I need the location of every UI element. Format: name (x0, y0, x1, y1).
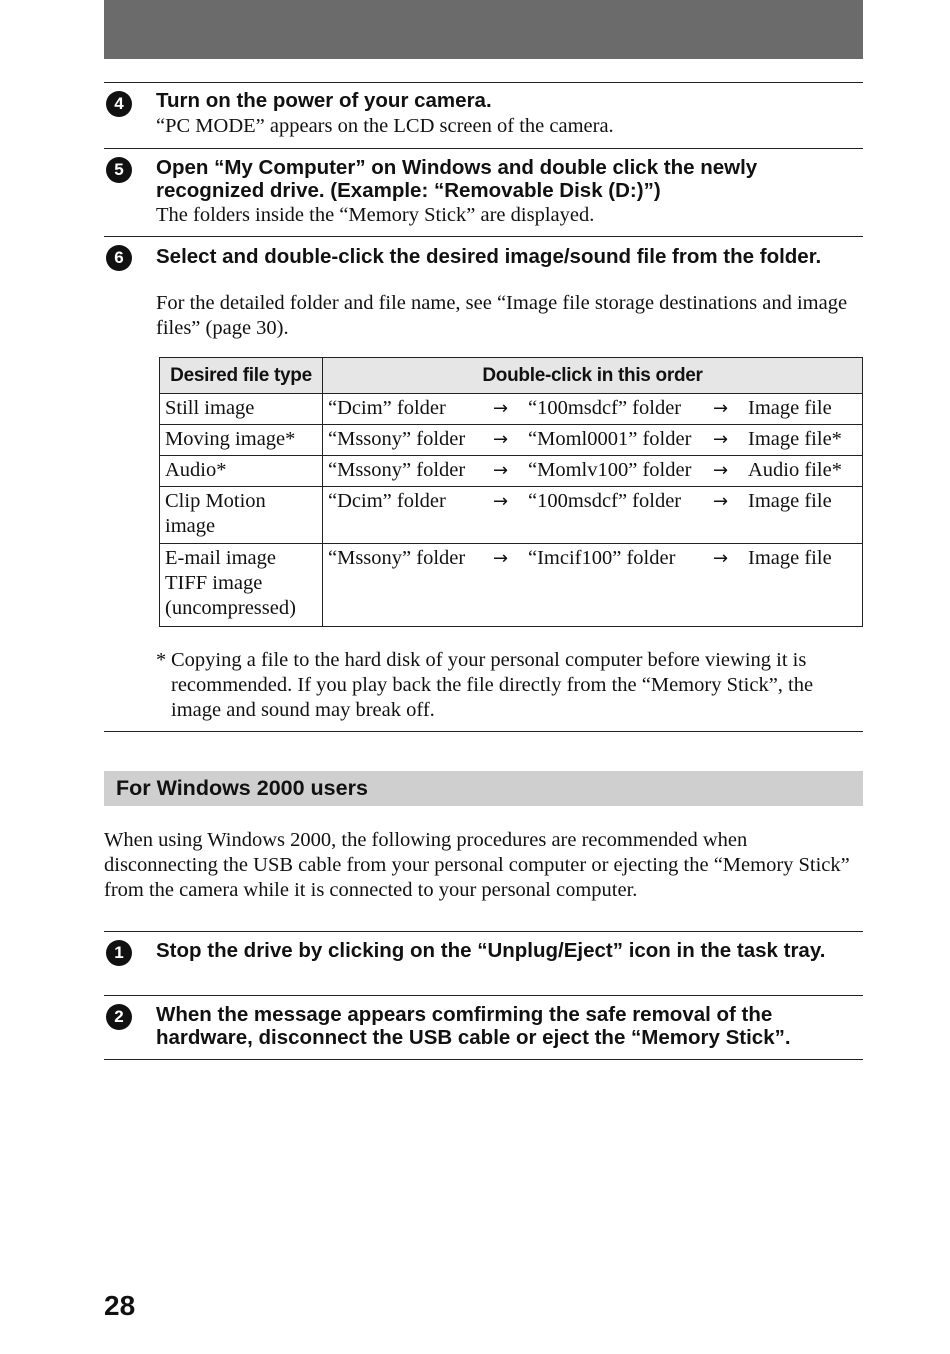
table-row (160, 456, 863, 487)
table-row (160, 487, 863, 544)
order-cell (323, 487, 863, 544)
arrow-right-icon: → (713, 429, 729, 450)
arrow-right-icon: → (713, 460, 729, 481)
table-row (160, 394, 863, 425)
divider (104, 995, 863, 996)
table-row (160, 544, 863, 627)
arrow-right-icon: → (493, 491, 509, 512)
step-body: The folders inside the “Memory Stick” are displayed. (156, 204, 595, 226)
section-header (104, 771, 863, 806)
arrow-right-icon: → (493, 548, 509, 569)
second-folder: “Imcif100” folder (528, 547, 676, 569)
order-cell (323, 544, 863, 627)
divider (104, 148, 863, 149)
section-intro: When using Windows 2000, the following procedures are recommended when disconnecting the USB cable from your personal computer or ejecting the “Memory Stick” from the camera while it is connected to your personal computer. (104, 829, 850, 901)
second-folder: “Moml0001” folder (528, 428, 692, 450)
step-number-icon: 2 (106, 1004, 132, 1030)
arrow-right-icon: → (713, 398, 729, 419)
page-number: 28 (104, 1290, 136, 1321)
step-number-icon: 5 (106, 157, 132, 183)
step-title: Open “My Computer” on Windows and double click the newly recognized drive. (Example: “Removable Disk (D:)”) (156, 156, 758, 202)
step-number-icon: 4 (106, 91, 132, 117)
step-body: For the detailed folder and file name, see “Image file storage destinations and image files” (page 30). (156, 292, 848, 339)
step-title: When the message appears comfirming the safe removal of the hardware, disconnect the USB cable or eject the “Memory Stick”. (156, 1003, 791, 1049)
first-folder: “Mssony” folder (328, 459, 466, 481)
divider (104, 82, 863, 83)
step-title: Stop the drive by clicking on the “Unplug/Eject” icon in the task tray. (156, 939, 826, 962)
arrow-right-icon: → (713, 491, 729, 512)
first-folder: “Mssony” folder (328, 428, 466, 450)
step-number-icon: 6 (106, 245, 132, 271)
first-folder: “Mssony” folder (328, 547, 466, 569)
section-title: For Windows 2000 users (116, 776, 368, 800)
header-bar (104, 0, 863, 59)
table-row (160, 425, 863, 456)
step-number-icon: 1 (106, 940, 132, 966)
order-cell (323, 425, 863, 456)
target-file: Image file (748, 397, 832, 419)
arrow-right-icon: → (713, 548, 729, 569)
target-file: Image file (748, 490, 832, 512)
first-folder: “Dcim” folder (328, 397, 446, 419)
file-type-cell: Moving image* (160, 425, 323, 456)
footnote (156, 648, 862, 723)
target-file: Audio file* (748, 459, 842, 481)
target-file: Image file* (748, 428, 842, 450)
second-folder: “100msdcf” folder (528, 397, 682, 419)
file-type-cell: Clip Motion image (160, 487, 323, 544)
divider (104, 236, 863, 237)
column-header-file-type: Desired file type (160, 358, 323, 394)
divider (104, 1059, 863, 1060)
step-body: “PC MODE” appears on the LCD screen of the camera. (156, 115, 614, 137)
file-type-table (159, 357, 863, 627)
target-file: Image file (748, 547, 832, 569)
arrow-right-icon: → (493, 429, 509, 450)
step-title: Select and double-click the desired image/sound file from the folder. (156, 245, 822, 268)
footnote-text: Copying a file to the hard disk of your personal computer before viewing it is recommended. If you play back the file directly from the “Memory Stick”, the image and sound may break off. (171, 649, 814, 721)
footnote-marker: * (156, 649, 167, 671)
second-folder: “100msdcf” folder (528, 490, 682, 512)
file-type-cell: Audio* (160, 456, 323, 487)
divider (104, 731, 863, 732)
order-cell (323, 456, 863, 487)
column-header-order: Double-click in this order (323, 358, 863, 394)
step-title: Turn on the power of your camera. (156, 89, 492, 112)
divider (104, 931, 863, 932)
file-type-cell: Still image (160, 394, 323, 425)
order-cell (323, 394, 863, 425)
arrow-right-icon: → (493, 398, 509, 419)
first-folder: “Dcim” folder (328, 490, 446, 512)
table-header-row (160, 358, 863, 394)
second-folder: “Momlv100” folder (528, 459, 692, 481)
arrow-right-icon: → (493, 460, 509, 481)
file-type-cell: E-mail image TIFF image (uncompressed) (160, 544, 323, 627)
